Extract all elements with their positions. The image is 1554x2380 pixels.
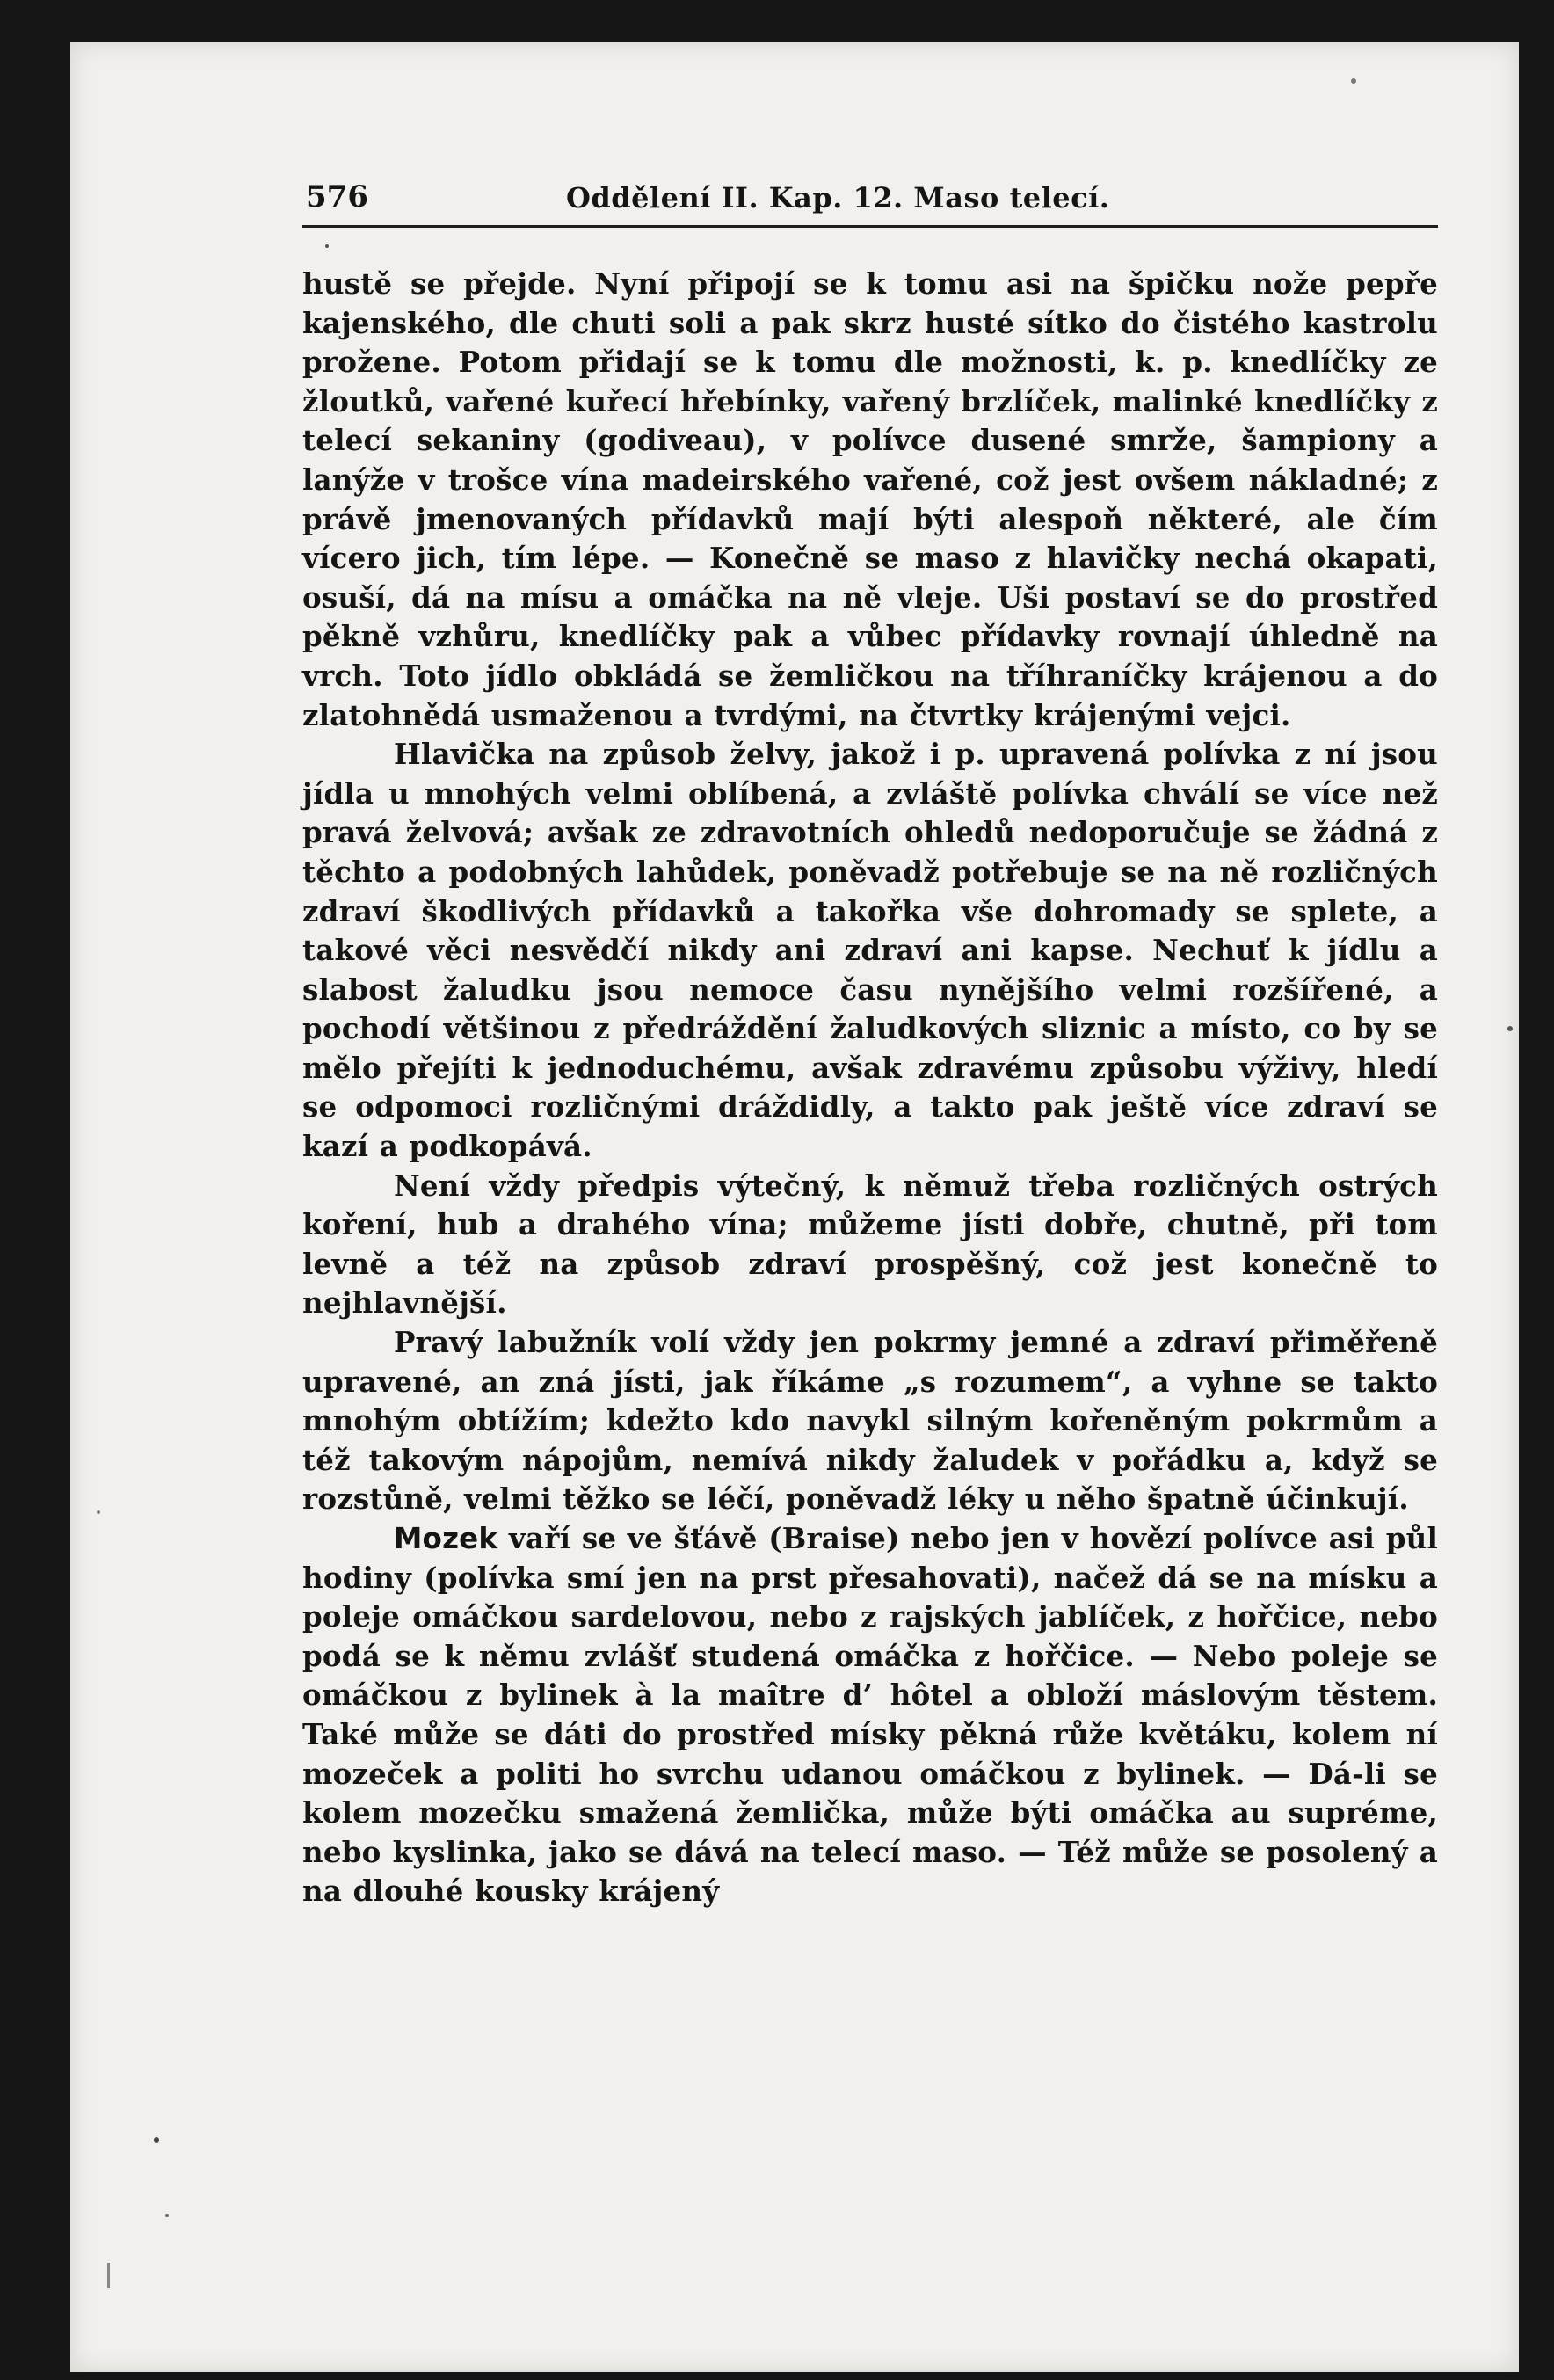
- term-mozek: Mozek: [394, 1522, 498, 1555]
- body-text: [302, 265, 1438, 1911]
- paragraph-continued: hustě se přejde. Nyní připojí se k tomu asi na špičku nože pepře kajenského, dle chuti soli a pak skrz husté sítko do čistého kastrolu prožene. Potom přidají se k tomu dle možnosti, k. p. knedlíčky ze žloutků, vařené kuřecí hřebínky, vařený brzlíček, malinké knedlíčky z telecí sekaniny (godiveau), v polívce dusené smrže, šampiony a lanýže v trošce vína madeirského vařené, což jest ovšem nákladné; z právě jmenovaných přídavků mají býti alespoň některé, ale čím vícero jich, tím lépe. — Konečně se maso z hlavičky nechá okapati, osuší, dá na mísu a omáčka na ně vleje. Uši postaví se do prostřed pěkně vzhůru, knedlíčky pak a vůbec přídavky rovnají úhledně na vrch. Toto jídlo obkládá se žemličkou na tříhraníčky krájenou a do zlatohnědá usmaženou a tvrdými, na čtvrtky krájenými vejci.: [302, 266, 1438, 732]
- paragraph-recipes: Není vždy předpis výtečný, k němuž třeba rozličných ostrých koření, hub a drahého vína; můžeme jísti dobře, chutně, při tom levně a též na způsob zdraví prospěšný, což jest konečně to nejhlavnější.: [302, 1168, 1438, 1321]
- book-page: [302, 176, 1438, 1911]
- paragraph-gourmet: Pravý labužník volí vždy jen pokrmy jemné a zdraví přiměřeně upravené, an zná jísti, jak říkáme „s rozumem“, a vyhne se takto mnohým obtížím; kdežto kdo navykl silným kořeněným pokrmům a též takovým nápojům, nemívá nikdy žaludek v pořádku a, když se rozstůně, velmi těžko se léčí, poněvadž léky u něho špatně účinkují.: [302, 1325, 1438, 1517]
- paragraph-brain: [302, 1519, 1438, 1911]
- page-number: 576: [306, 179, 368, 215]
- running-header: [302, 176, 1438, 228]
- section-title: Oddělení II. Kap. 12. Maso telecí.: [566, 181, 1110, 215]
- paragraph-brain-text: vaří se ve šťávě (Braise) nebo jen v hovězí polívce asi půl hodiny (polívka smí jen na prst přesahovati), načež dá se na mísku a poleje omáčkou sardelovou, nebo z rajských jablíček, z hořčice, nebo podá se k němu zvlášť studená omáčka z hořčice. — Nebo poleje se omáčkou z bylinek à la maître d’ hôtel a obloží máslovým těstem. Také může se dáti do prostřed mísky pěkná růže květáku, kolem ní mozeček a politi ho svrchu udanou omáčkou z bylinek. — Dá-li se kolem mozečku smažená žemlička, může býti omáčka au supréme, nebo kyslinka, jako se dává na telecí maso. — Též může se posolený a na dlouhé kousky krájený: [302, 1521, 1438, 1909]
- paragraph-turtle-head: Hlavička na způsob želvy, jakož i p. upravená polívka z ní jsou jídla u mnohých velmi oblíbená, a zvláště polívka chválí se více než pravá želvová; avšak ze zdravotních ohledů nedoporučuje se žádná z těchto a podobných lahůdek, poněvadž potřebuje se na ně rozličných zdraví škodlivých přídavků a takořka vše dohromady se splete, a takové věci nesvědčí nikdy ani zdraví ani kapse. Nechuť k jídlu a slabost žaludku jsou nemoce času nynějšího velmi rozšířené, a pochodí většinou z předráždění žaludkových sliznic a místo, co by se mělo přejíti k jednoduchému, avšak zdravému způsobu výživy, hledí se odpomoci rozličnými dráždidly, a takto pak ještě více zdraví se kazí a podkopává.: [302, 737, 1438, 1164]
